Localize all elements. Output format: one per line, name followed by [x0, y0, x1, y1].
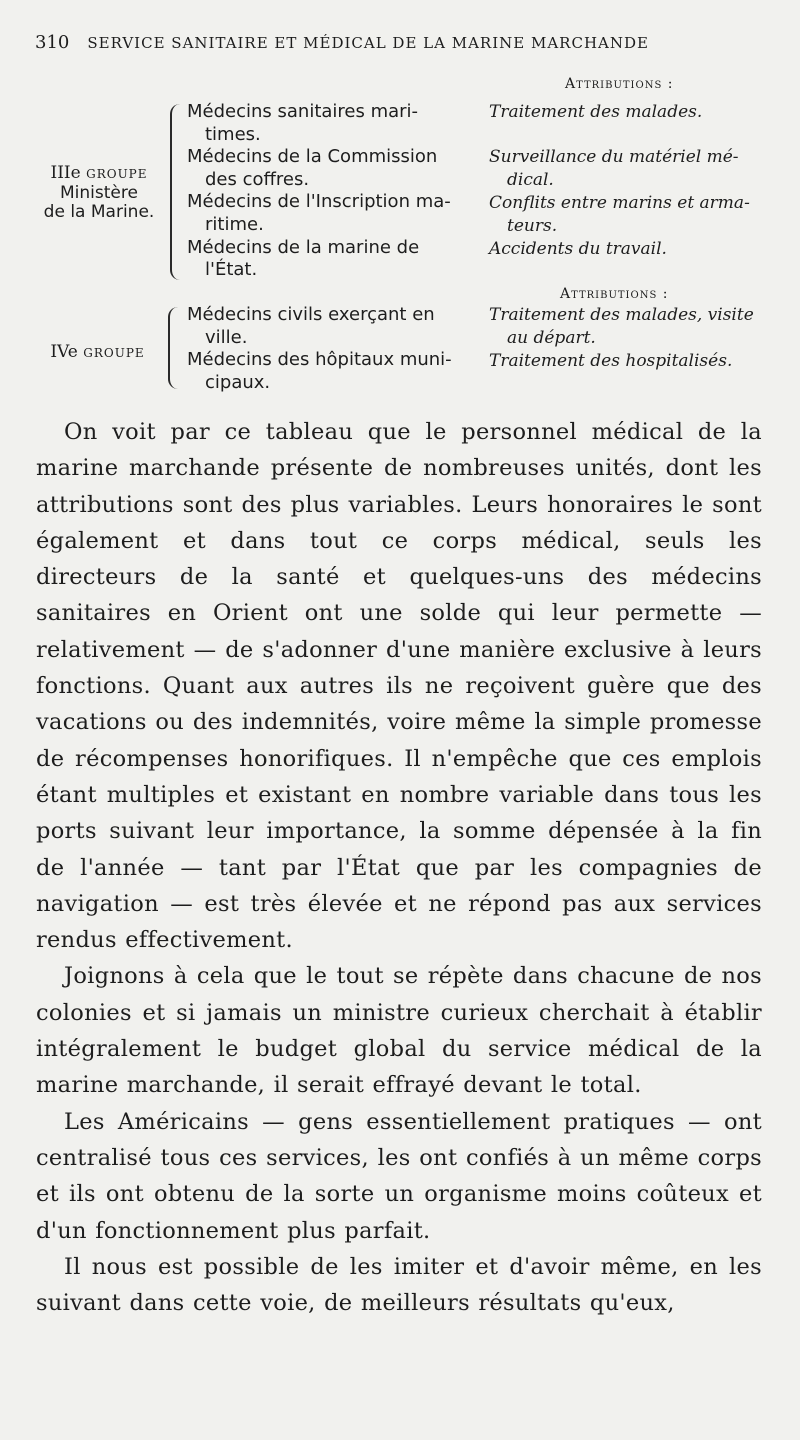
group3-entry: Médecins de la marine de l'État.: [187, 236, 420, 281]
group4-title: IVe GROUPE: [50, 342, 145, 362]
group4-attribution: Traitement des malades, visite au départ.: [489, 305, 754, 348]
attributions-heading-group3: Attributions :: [565, 76, 674, 92]
attributions-heading-group4: Attributions :: [560, 286, 669, 302]
group4-entry: Médecins des hôpitaux muni- cipaux.: [187, 349, 452, 393]
group4-entries: [187, 304, 459, 394]
group4-attributions: [489, 304, 774, 373]
paragraph: Les Américains — gens essentiellement pratiques — ont centralisé tous ces services, les ont confiés à un même corps et ils ont obtenu de la sorte un organisme moins coûteux et d'un fonctionnement plus parfait.: [36, 1108, 762, 1244]
brace-group3: [170, 104, 182, 280]
group3-attribution: Traitement des malades.: [489, 102, 703, 122]
group3-entries: [187, 101, 459, 282]
paragraph: Joignons à cela que le tout se répète dans chacune de nos colonies et si jamais un ministre curieux cherchait à établir intégralement le budget global du service médical de la marine marchande, il serait effrayé devant le total.: [36, 963, 762, 1099]
group4-label: [40, 343, 155, 363]
group3-entry: Médecins sanitaires mari- times.: [187, 101, 419, 145]
group4-entry: Médecins civils exerçant en ville.: [187, 304, 435, 348]
group3-entry: Médecins de la Commission des coffres.: [187, 146, 438, 190]
group3-attribution: Surveillance du matériel mé- dical.: [489, 147, 739, 190]
group3-ministry-cont: de la Marine.: [43, 202, 155, 222]
body-text: [36, 414, 762, 1321]
paragraph: On voit par ce tableau que le personnel médical de la marine marchande présente de nombreuses unités, dont les attributions sont des plus variables. Leurs honoraires le sont également et dans tout ce corps médical, seuls les directeurs de la santé et quelques-uns des médecins sanitaires en Orient ont une solde qui leur permette — relativement — de s'adonner d'une manière exclusive à leurs fonctions. Quant aux autres ils ne reçoivent guère que des vacations ou des indemnités, voire même la simple promesse de récompenses honorifiques. Il n'empêche que ces emplois étant multiples et existant en nombre variable dans tous les ports suivant leur importance, la somme dépensée à la fin de l'année — tant par l'État que par les compagnies de navigation — est très élevée et ne répond pas aux services rendus effectivement.: [36, 419, 762, 954]
brace-group4: [168, 307, 180, 389]
page-number: 310: [35, 32, 70, 53]
group3-title: IIIe GROUPE: [50, 163, 148, 183]
group3-ministry: Ministère: [60, 183, 138, 203]
group3-attribution: Conflits entre marins et arma- teurs.: [489, 193, 750, 236]
running-header: [35, 32, 755, 53]
paragraph: Il nous est possible de les imiter et d'avoir même, en les suivant dans cette voie, de meilleurs résultats qu'eux,: [36, 1253, 762, 1317]
group3-attribution: Accidents du travail.: [489, 239, 667, 259]
group4-attribution: Traitement des hospitalisés.: [489, 351, 733, 371]
group3-label: [34, 164, 164, 222]
group3-entry: Médecins de l'Inscription ma- ritime.: [187, 191, 451, 235]
running-title: SERVICE SANITAIRE ET MÉDICAL DE LA MARINE MARCHANDE: [87, 34, 649, 52]
group3-attributions: [489, 101, 769, 261]
